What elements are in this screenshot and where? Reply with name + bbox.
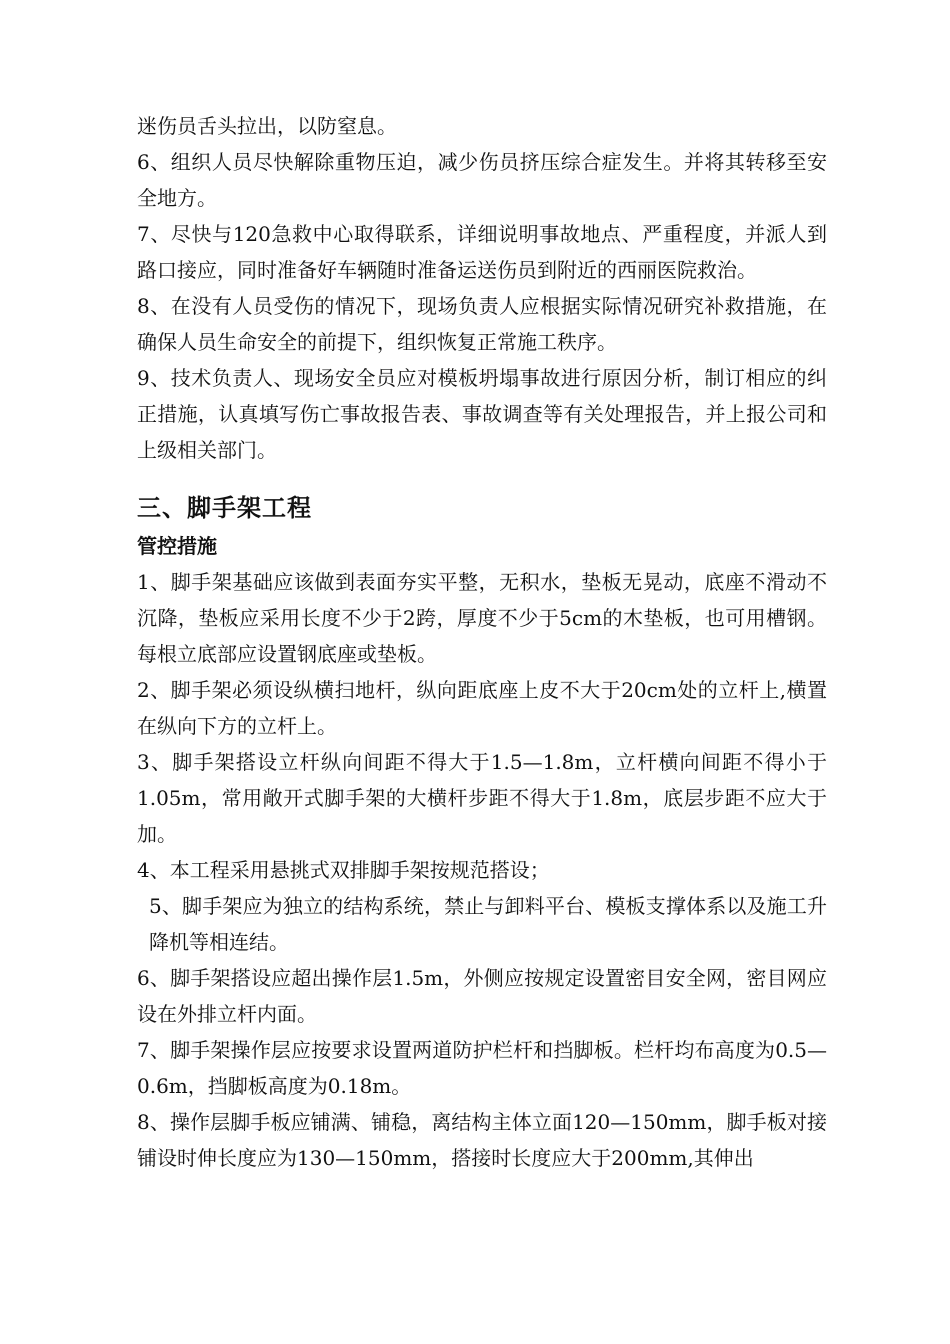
paragraph-item-6: 6、组织人员尽快解除重物压迫，减少伤员挤压综合症发生。并将其转移至安全地方。	[137, 150, 827, 210]
scaffold-item-5: 5、脚手架应为独立的结构系统，禁止与卸料平台、模板支撑体系以及施工升降机等相连结。	[149, 894, 827, 954]
section-heading: 三、脚手架工程	[137, 494, 312, 522]
scaffold-item-2: 2、脚手架必须设纵横扫地杆，纵向距底座上皮不大于20cm处的立杆上,横置在纵向下方的立杆上。	[137, 678, 827, 738]
scaffold-item-4: 4、本工程采用悬挑式双排脚手架按规范搭设；	[137, 858, 550, 882]
scaffold-item-1: 1、脚手架基础应该做到表面夯实平整，无积水，垫板无晃动，底座不滑动不沉降，垫板应采用长度不少于2跨，厚度不少于5cm的木垫板，也可用槽钢。每根立底部应设置钢底座或垫板。	[137, 570, 827, 666]
scaffold-item-7: 7、脚手架操作层应按要求设置两道防护栏杆和挡脚板。栏杆均布高度为0.5—0.6m，挡脚板高度为0.18m。	[137, 1038, 827, 1098]
subheading: 管控措施	[137, 534, 217, 558]
paragraph-item-8: 8、在没有人员受伤的情况下，现场负责人应根据实际情况研究补救措施，在确保人员生命安全的前提下，组织恢复正常施工秩序。	[137, 294, 827, 354]
paragraph-item-9: 9、技术负责人、现场安全员应对模板坍塌事故进行原因分析，制订相应的纠正措施，认真填写伤亡事故报告表、事故调查等有关处理报告，并上报公司和上级相关部门。	[137, 366, 827, 462]
paragraph-continuation: 迷伤员舌头拉出，以防窒息。	[137, 114, 397, 138]
document-body	[137, 108, 827, 1176]
paragraph-item-7: 7、尽快与120急救中心取得联系，详细说明事故地点、严重程度，并派人到路口接应，同时准备好车辆随时准备运送伤员到附近的西丽医院救治。	[137, 222, 827, 282]
scaffold-item-8: 8、操作层脚手板应铺满、铺稳，离结构主体立面120—150mm，脚手板对接铺设时伸长度应为130—150mm，搭接时长度应大于200mm,其伸出	[137, 1110, 827, 1170]
scaffold-item-3: 3、脚手架搭设立杆纵向间距不得大于1.5—1.8m，立杆横向间距不得小于1.05m，常用敞开式脚手架的大横杆步距不得大于1.8m，底层步距不应大于加。	[137, 750, 827, 846]
scaffold-item-6: 6、脚手架搭设应超出操作层1.5m，外侧应按规定设置密目安全网，密目网应设在外排立杆内面。	[137, 966, 827, 1026]
